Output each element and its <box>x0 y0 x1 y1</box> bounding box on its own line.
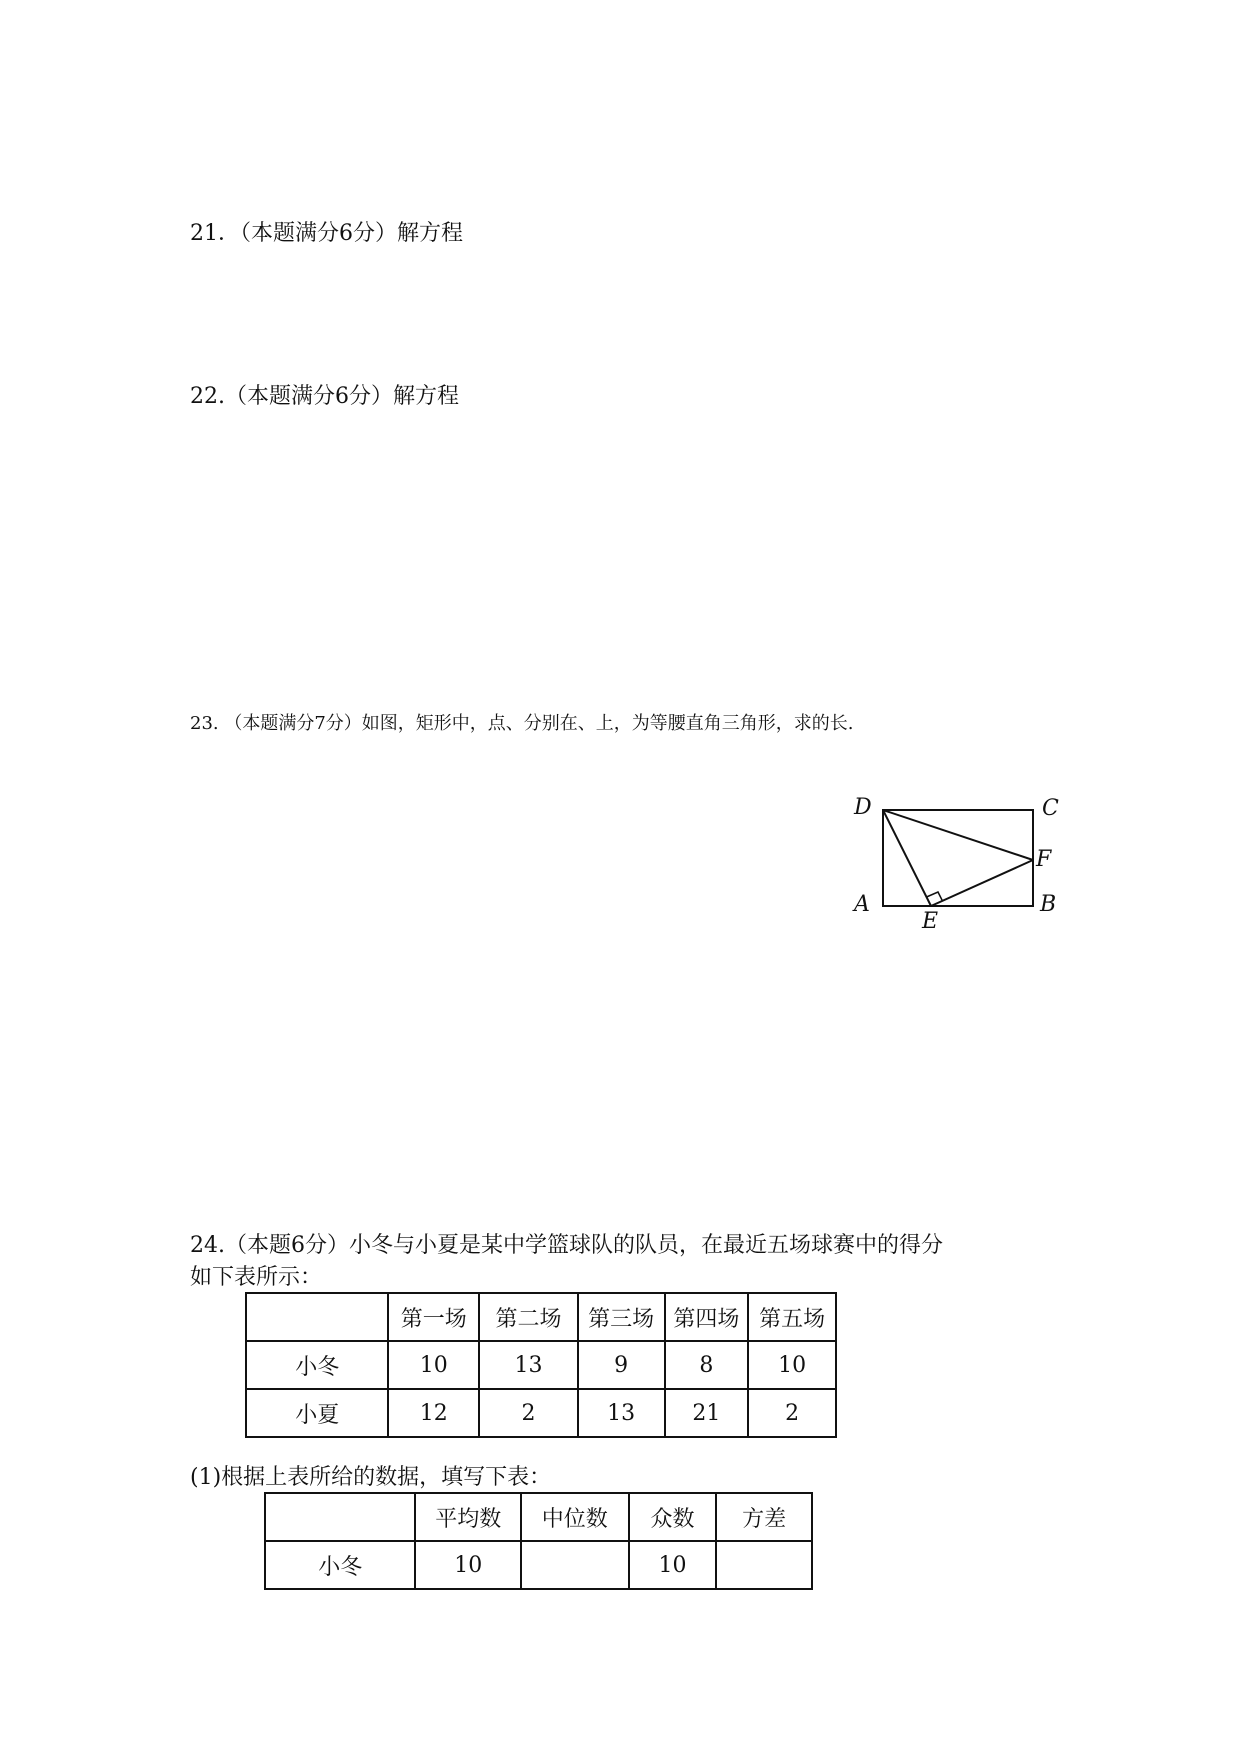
table-cell: 10 <box>629 1541 717 1589</box>
table-cell: 12 <box>388 1389 479 1437</box>
table-cell: 2 <box>748 1389 836 1437</box>
rectangle-abcd <box>883 810 1033 906</box>
header-cell: 第一场 <box>388 1293 479 1341</box>
table-cell: 9 <box>578 1341 665 1389</box>
row-label: 小夏 <box>246 1389 388 1437</box>
table-cell: 13 <box>479 1341 578 1389</box>
question-24-line-2: 如下表所示： <box>190 1265 323 1290</box>
header-cell: 第五场 <box>748 1293 836 1341</box>
stats-table <box>264 1492 813 1590</box>
header-cell: 方差 <box>716 1493 812 1541</box>
label-b: B <box>1040 892 1057 917</box>
row-label: 小冬 <box>246 1341 388 1389</box>
rectangle-figure <box>830 780 1070 940</box>
score-table <box>245 1292 837 1438</box>
table-row <box>265 1541 812 1589</box>
table-cell <box>716 1541 812 1589</box>
table-cell: 10 <box>388 1341 479 1389</box>
question-24-part-1: (1)根据上表所给的数据，填写下表： <box>190 1465 552 1490</box>
question-21: 21．（本题满分6分）解方程 <box>190 221 463 246</box>
header-cell <box>246 1293 388 1341</box>
header-cell: 第三场 <box>578 1293 665 1341</box>
label-f: F <box>1036 847 1052 872</box>
geometry-diagram <box>830 780 1070 940</box>
header-cell: 平均数 <box>415 1493 521 1541</box>
table-cell: 13 <box>578 1389 665 1437</box>
segment-ef <box>931 860 1033 906</box>
table-header-row <box>265 1493 812 1541</box>
table-cell: 10 <box>415 1541 521 1589</box>
table-cell: 8 <box>665 1341 749 1389</box>
table-cell: 2 <box>479 1389 578 1437</box>
question-22: 22.（本题满分6分）解方程 <box>190 384 459 409</box>
label-a: A <box>854 892 870 917</box>
question-24-line-1: 24.（本题6分）小冬与小夏是某中学篮球队的队员，在最近五场球赛中的得分 <box>190 1233 943 1258</box>
table-cell: 21 <box>665 1389 749 1437</box>
question-23: 23. （本题满分7分）如图，矩形中，点、分别在、上，为等腰直角三角形，求的长. <box>190 713 854 734</box>
table-cell: 10 <box>748 1341 836 1389</box>
table-cell <box>521 1541 629 1589</box>
label-d: D <box>854 795 872 820</box>
label-e: E <box>922 909 939 934</box>
segment-df <box>883 810 1033 860</box>
table-header-row <box>246 1293 836 1341</box>
header-cell <box>265 1493 415 1541</box>
header-cell: 第四场 <box>665 1293 749 1341</box>
header-cell: 众数 <box>629 1493 717 1541</box>
label-c: C <box>1042 796 1059 821</box>
table-row <box>246 1341 836 1389</box>
row-label: 小冬 <box>265 1541 415 1589</box>
header-cell: 中位数 <box>521 1493 629 1541</box>
header-cell: 第二场 <box>479 1293 578 1341</box>
table-row <box>246 1389 836 1437</box>
